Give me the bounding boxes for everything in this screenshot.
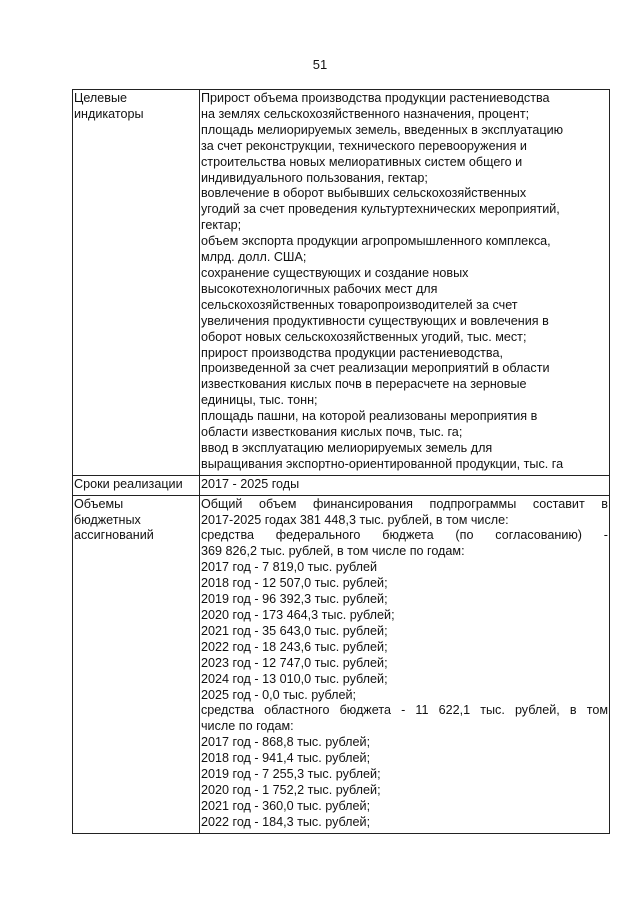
value-line: 2017-2025 годах 381 448,3 тыс. рублей, в том числе: bbox=[201, 512, 509, 527]
value-line: объем экспорта продукции агропромышленного комплекса, bbox=[201, 234, 551, 249]
value-line: 2019 год - 96 392,3 тыс. рублей; bbox=[201, 592, 388, 607]
value-line: угодий за счет проведения культуртехнических мероприятий, bbox=[201, 202, 560, 217]
value-line: 2019 год - 7 255,3 тыс. рублей; bbox=[201, 767, 381, 782]
label-line: Сроки реализации bbox=[74, 476, 183, 491]
value-line: известкования кислых почв в перерасчете на зерновые bbox=[201, 377, 527, 392]
value-line: средства федерального бюджета (по согласованию) - bbox=[201, 528, 608, 543]
value-line: ввод в эксплуатацию мелиорируемых земель для bbox=[201, 440, 493, 455]
value-line: 2018 год - 941,4 тыс. рублей; bbox=[201, 751, 371, 766]
label-line: Целевые bbox=[74, 91, 128, 105]
value-line: 2022 год - 184,3 тыс. рублей; bbox=[201, 814, 371, 829]
table-row bbox=[73, 475, 610, 495]
value-line: высокотехнологичных рабочих мест для bbox=[201, 281, 438, 296]
label-line: Объемы bbox=[74, 496, 124, 511]
row-value bbox=[200, 495, 610, 833]
row-label bbox=[73, 475, 200, 495]
value-line: индивидуального пользования, гектар; bbox=[201, 170, 428, 185]
value-line: прирост производства продукции растениеводства, bbox=[201, 345, 503, 360]
value-line: сельскохозяйственных товаропроизводителей за счет bbox=[201, 297, 518, 312]
table-row bbox=[73, 90, 610, 476]
value-line: гектар; bbox=[201, 218, 242, 233]
value-line: 2017 - 2025 годы bbox=[201, 476, 300, 491]
value-line: 2025 год - 0,0 тыс. рублей; bbox=[201, 687, 357, 702]
value-line: 2017 год - 7 819,0 тыс. рублей bbox=[201, 560, 378, 575]
value-line: Прирост объема производства продукции растениеводства bbox=[201, 91, 550, 105]
row-label bbox=[73, 495, 200, 833]
value-line: 2018 год - 12 507,0 тыс. рублей; bbox=[201, 576, 388, 591]
passport-table bbox=[72, 89, 610, 834]
label-line: ассигнований bbox=[74, 528, 154, 543]
value-line: области известкования кислых почв, тыс. га; bbox=[201, 425, 463, 440]
value-line: 2017 год - 868,8 тыс. рублей; bbox=[201, 735, 371, 750]
row-value bbox=[200, 475, 610, 495]
row-label bbox=[73, 90, 200, 476]
value-line: на землях сельскохозяйственного назначения, процент; bbox=[201, 106, 530, 121]
value-line: строительства новых мелиоративных систем общего и bbox=[201, 154, 523, 169]
value-line: 2022 год - 18 243,6 тыс. рублей; bbox=[201, 639, 388, 654]
value-line: 369 826,2 тыс. рублей, в том числе по годам: bbox=[201, 544, 465, 559]
value-line: 2021 год - 360,0 тыс. рублей; bbox=[201, 798, 371, 813]
value-line: 2023 год - 12 747,0 тыс. рублей; bbox=[201, 655, 388, 670]
value-line: площадь пашни, на которой реализованы мероприятия в bbox=[201, 409, 538, 424]
value-line: вовлечение в оборот выбывших сельскохозяйственных bbox=[201, 186, 527, 201]
value-line: сохранение существующих и создание новых bbox=[201, 265, 469, 280]
value-line: 2020 год - 1 752,2 тыс. рублей; bbox=[201, 782, 381, 797]
label-line: индикаторы bbox=[74, 106, 144, 121]
label-line: бюджетных bbox=[74, 512, 141, 527]
value-line: произведенной за счет реализации мероприятий в области bbox=[201, 361, 550, 376]
value-line: средства областного бюджета - 11 622,1 тыс. рублей, в том bbox=[201, 703, 608, 718]
value-line: млрд. долл. США; bbox=[201, 250, 307, 265]
value-line: Общий объем финансирования подпрограммы составит в bbox=[201, 496, 608, 511]
value-line: 2024 год - 13 010,0 тыс. рублей; bbox=[201, 671, 388, 686]
value-line: выращивания экспортно-ориентированной продукции, тыс. га bbox=[201, 456, 564, 471]
value-line: числе по годам: bbox=[201, 719, 294, 734]
value-line: 2021 год - 35 643,0 тыс. рублей; bbox=[201, 623, 388, 638]
value-line: увеличения продуктивности существующих и вовлечения в bbox=[201, 313, 549, 328]
value-line: за счет реконструкции, технического перевооружения и bbox=[201, 138, 527, 153]
row-value bbox=[200, 90, 610, 476]
value-line: оборот новых сельскохозяйственных угодий, тыс. мест; bbox=[201, 329, 527, 344]
value-line: площадь мелиорируемых земель, введенных в эксплуатацию bbox=[201, 122, 564, 137]
table-row bbox=[73, 495, 610, 833]
page-number: 51 bbox=[312, 57, 328, 72]
value-line: 2020 год - 173 464,3 тыс. рублей; bbox=[201, 608, 395, 622]
value-line: единицы, тыс. тонн; bbox=[201, 393, 318, 408]
